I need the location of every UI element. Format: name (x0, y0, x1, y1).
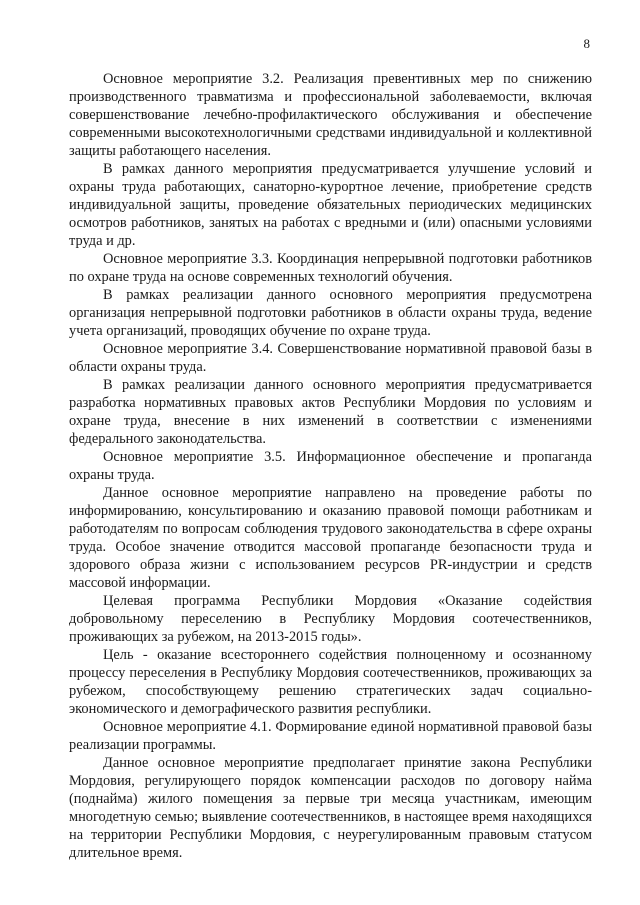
paragraph-program-goal: Цель - оказание всестороннего содействия полноценному и осознанному процессу переселения в Республику Мордовия соотечественников, проживающих за рубежом, способствующему решению стратегических задач социально-экономического и демографического развития республики. (69, 647, 592, 717)
document-body (69, 70, 592, 862)
paragraph-activity-4-1: Основное мероприятие 4.1. Формирование единой нормативной правовой базы реализации программы. (69, 719, 592, 753)
paragraph-activity-3-2: Основное мероприятие 3.2. Реализация превентивных мер по снижению производственного травматизма и профессиональной заболеваемости, включая совершенствование лечебно-профилактического обслуживания и обеспечение современными высокотехнологичными средствами индивидуальной и коллективной защиты работающего населения. (69, 71, 592, 159)
page-number: 8 (583, 36, 590, 51)
paragraph-activity-3-3: Основное мероприятие 3.3. Координация непрерывной подготовки работников по охране труда на основе современных технологий обучения. (69, 251, 592, 285)
paragraph-activity-4-1-details: Данное основное мероприятие предполагает принятие закона Республики Мордовия, регулирующего порядок компенсации расходов по договору найма (поднайма) жилого помещения за первые три месяца участникам, имеющим многодетную семью; выявление соотечественников, в настоящее время находящихся на территории Республики Мордовия, с неурегулированным правовым статусом длительное время. (69, 755, 592, 861)
paragraph-activity-3-4: Основное мероприятие 3.4. Совершенствование нормативной правовой базы в области охраны труда. (69, 341, 592, 375)
paragraph-activity-3-3-details: В рамках реализации данного основного мероприятия предусмотрена организация непрерывной подготовки работников в области охраны труда, ведение учета организаций, проводящих обучение по охране труда. (69, 287, 592, 339)
paragraph-activity-3-4-details: В рамках реализации данного основного мероприятия предусматривается разработка нормативных правовых актов Республики Мордовия по условиям и охране труда, внесение в них изменений в соответствии с изменениями федерального законодательства. (69, 377, 592, 447)
paragraph-activity-3-5: Основное мероприятие 3.5. Информационное обеспечение и пропаганда охраны труда. (69, 449, 592, 483)
paragraph-activity-3-2-details: В рамках данного мероприятия предусматривается улучшение условий и охраны труда работающих, санаторно-курортное лечение, приобретение средств индивидуальной защиты, проведение обязательных периодических медицинских осмотров работников, занятых на работах с вредными и (или) опасными условиями труда и др. (69, 161, 592, 249)
paragraph-activity-3-5-details: Данное основное мероприятие направлено на проведение работы по информированию, консультированию и оказанию правовой помощи работникам и работодателям по вопросам соблюдения трудового законодательства в сфере охраны труда. Особое значение отводится массовой пропаганде безопасности труда и здорового образа жизни с использованием ресурсов PR-индустрии и средств массовой информации. (69, 485, 592, 591)
paragraph-target-program: Целевая программа Республики Мордовия «Оказание содействия добровольному переселению в Республику Мордовия соотечественников, проживающих за рубежом, на 2013-2015 годы». (69, 593, 592, 645)
